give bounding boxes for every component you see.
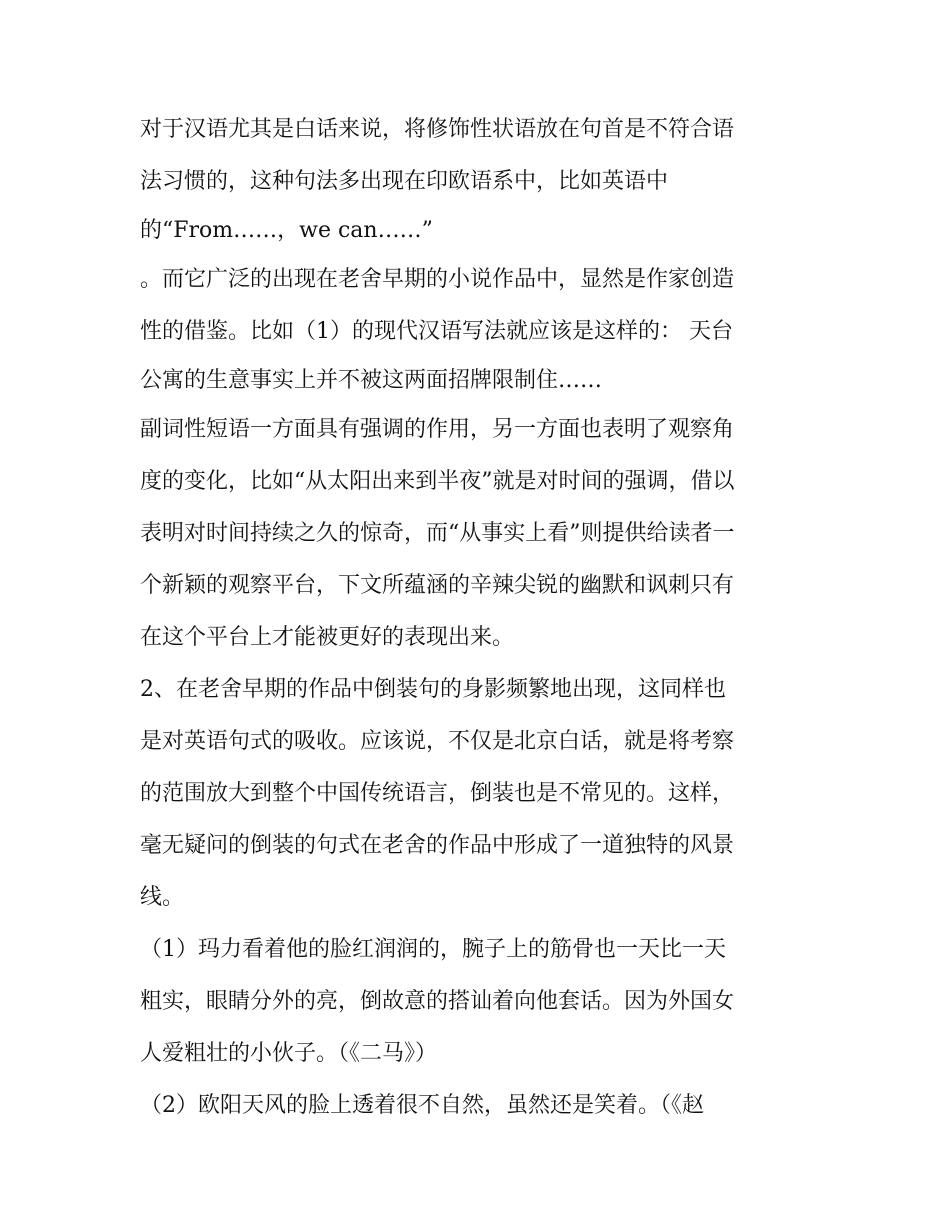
text-line: 对于汉语尤其是白话来说，将修饰性状语放在句首是不符合语 — [140, 117, 735, 142]
text-line: 副词性短语一方面具有强调的作用，另一方面也表明了观察角 — [140, 417, 735, 442]
text-line: 2、在老舍早期的作品中倒装句的身影频繁地出现，这同样也 — [140, 677, 726, 702]
text-line: 法习惯的，这种句法多出现在印欧语系中，比如英语中 — [140, 169, 669, 194]
text-line: 人爱粗壮的小伙子。（《二马》） — [140, 1041, 438, 1066]
text-line: 在这个平台上才能被更好的表现出来。 — [140, 625, 515, 650]
text-line: 个新颖的观察平台，下文所蕴涵的辛辣尖锐的幽默和讽刺只有 — [140, 573, 735, 598]
text-line: 表明对时间持续之久的惊奇，而“从事实上看”则提供给读者一 — [140, 521, 735, 546]
text-line: 线。 — [140, 885, 185, 910]
text-line: 的范围放大到整个中国传统语言，倒装也是不常见的。这样， — [140, 781, 735, 806]
text-line: 度的变化，比如“从太阳出来到半夜”就是对时间的强调，借以 — [140, 469, 735, 494]
text-line: 。而它广泛的出现在老舍早期的小说作品中，显然是作家创造 — [140, 267, 735, 292]
text-line: 性的借鉴。比如（1）的现代汉语写法就应该是这样的： 天台 — [140, 319, 733, 344]
text-line: 的“From……，we can……” — [140, 218, 433, 243]
text-line: 是对英语句式的吸收。应该说，不仅是北京白话，就是将考察 — [140, 729, 735, 754]
text-line: 公寓的生意事实上并不被这两面招牌限制住…… — [140, 368, 603, 393]
text-line: 毫无疑问的倒装的句式在老舍的作品中形成了一道独特的风景 — [140, 833, 735, 858]
text-line: （2）欧阳天风的脸上透着很不自然，虽然还是笑着。（《赵 — [140, 1093, 704, 1118]
text-line: 粗实，眼睛分外的亮，倒故意的搭讪着向他套话。因为外国女 — [140, 989, 735, 1014]
text-line: （1）玛力看着他的脸红润润的，腕子上的筋骨也一天比一天 — [140, 937, 726, 962]
document-body — [140, 104, 820, 1132]
